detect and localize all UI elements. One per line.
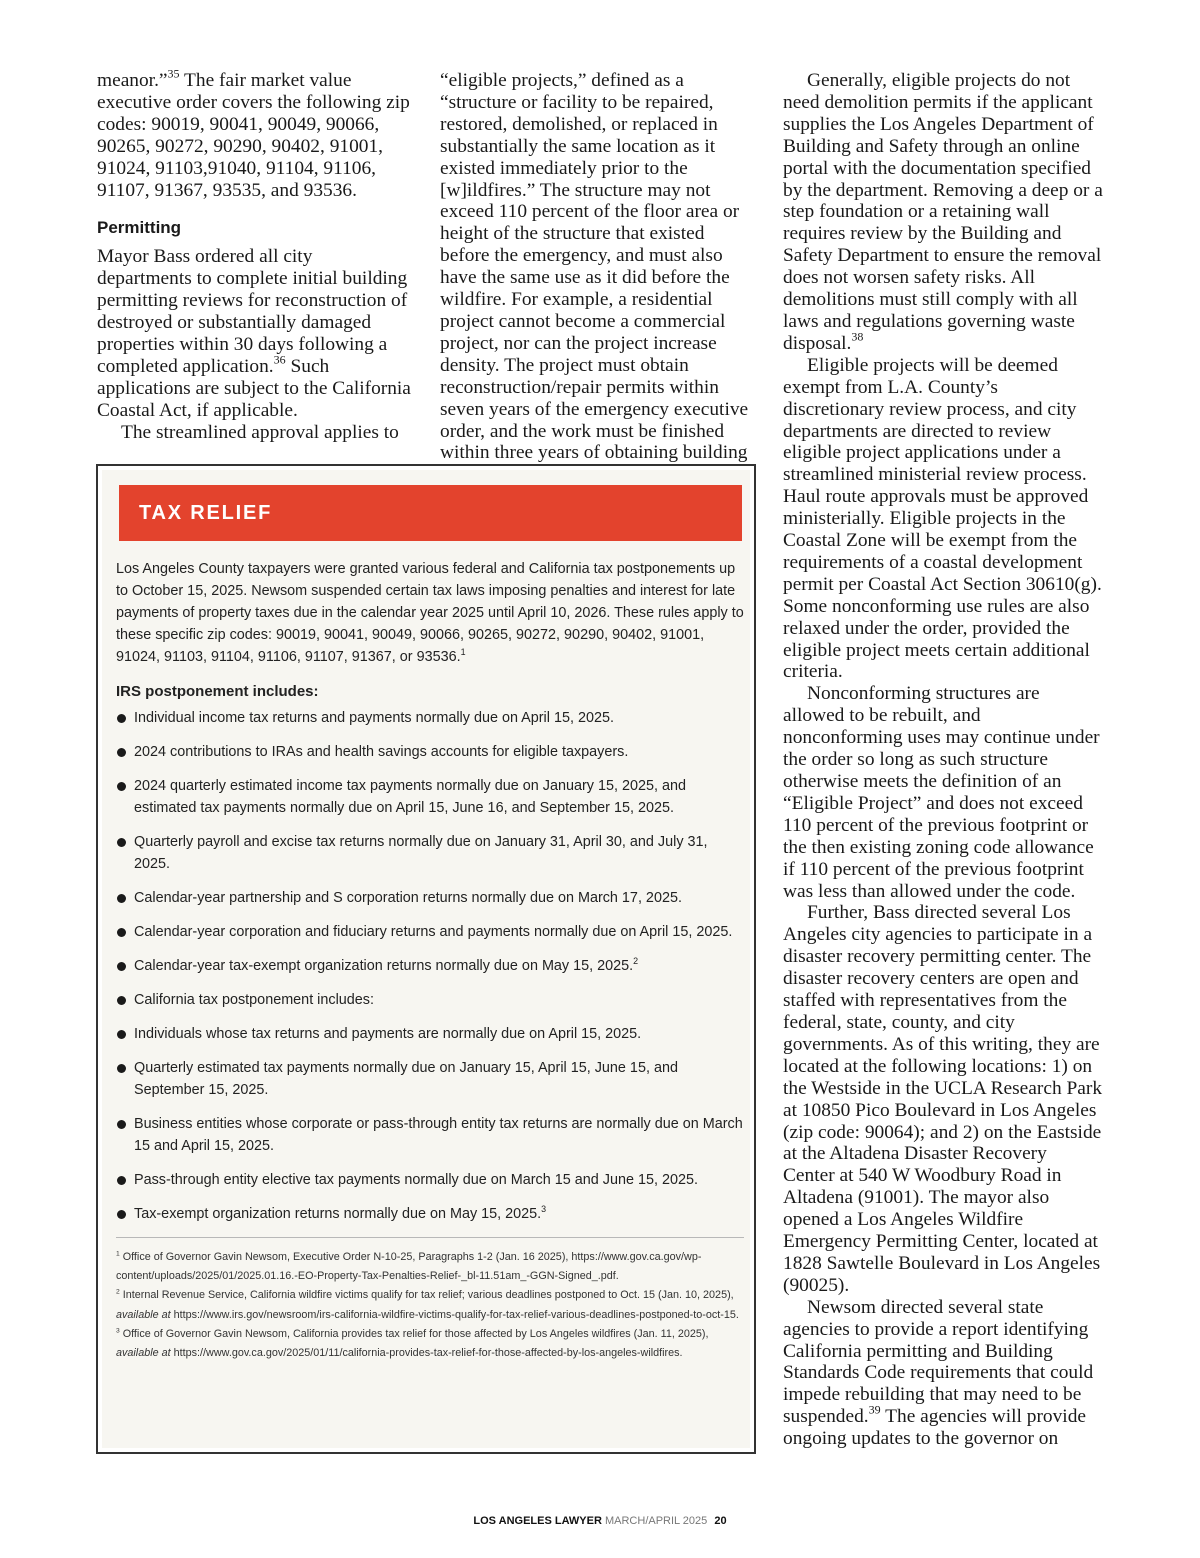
list-item: Pass-through entity elective tax payments normally due on March 15 and June 15, 2025. xyxy=(116,1169,744,1191)
middle-paragraph-1: “eligible projects,” defined as a “structure or facility to be repaired, restored, demolished, or replaced in substantially the same location as it existed immediately prior to the [w]ildfires.” The structure may not exceed 110 percent of the floor area or height of the structure that existed before the emergency, and must also have the same use as it did before the wildfire. For example, a residential project cannot become a commercial project, nor can the project increase density. The project must obtain reconstruction/repair permits within seven years of the emergency executive order, and the work must be finished within three years of obtaining building xyxy=(440,70,757,486)
footnotes-divider xyxy=(116,1237,744,1238)
tax-relief-sidebar xyxy=(96,464,756,1454)
left-paragraph-3: The streamlined approval applies to xyxy=(121,421,399,443)
list-item: Quarterly payroll and excise tax returns normally due on January 31, April 30, and July 31, 2025. xyxy=(116,831,744,875)
irs-postponement-heading: IRS postponement includes: xyxy=(116,683,319,700)
sidebar-title-banner: TAX RELIEF xyxy=(119,485,742,541)
list-item: Calendar-year corporation and fiduciary returns and payments normally due on April 15, 2025. xyxy=(116,921,744,943)
page-number: 20 xyxy=(714,1515,727,1527)
right-paragraph-1: Generally, eligible projects do not need demolition permits if the applicant supplies the Los Angeles Department of Building and Safety through an online portal with the documentation specified by the department. Removing a deep or a step foundation or a retaining wall requires review by the Building and Safety Department to ensure the removal does not worsen safety risks. All demolitions must still comply with all laws and regulations governing waste disposal.$^{38}$ xyxy=(783,70,1103,354)
list-item: Tax-exempt organization returns normally due on May 15, 2025.$^3$ xyxy=(116,1203,744,1225)
left-paragraph-2: Mayor Bass ordered all city departments to complete initial building permitting reviews for reconstruction of destroyed or substantially damaged properties within 30 days following a completed application.$^{36}$ Such applications are subject to the California Coastal Act, if applicable. xyxy=(97,246,411,421)
middle-column xyxy=(440,70,757,486)
left-paragraph-1: meanor.”$^{35}$ The fair market value executive order covers the following zip codes: 90019, 90041, 90049, 90066, 90265, 90272, 90290, 90402, 91001, 91024, 91103,91040, 91104, 91106, 91107, 91367, 93535, and 93536. xyxy=(97,66,410,201)
sidebar-body xyxy=(116,558,744,1363)
list-item: Individual income tax returns and payments normally due on April 15, 2025. xyxy=(116,707,744,729)
list-item: Calendar-year tax-exempt organization returns normally due on May 15, 2025.$^2$ xyxy=(116,955,744,977)
footnote-ref-38[interactable]: 38 xyxy=(851,329,864,344)
sidebar-panel xyxy=(102,470,750,1448)
page-footer xyxy=(0,1514,1200,1528)
right-paragraph-3: Nonconforming structures are allowed to be rebuilt, and nonconforming uses may continue under the order so long as such structure otherwise meets the definition of an “Eligible Project” and does not exceed 110 percent of the previous footprint or the then existing zoning code allowance if 110 percent of the previous footprint was less than allowed under the code. xyxy=(783,683,1100,902)
list-item: Calendar-year partnership and S corporation returns normally due on March 17, 2025. xyxy=(116,887,744,909)
list-item: Quarterly estimated tax payments normally due on January 15, April 15, June 15, and September 15, 2025. xyxy=(116,1057,744,1101)
list-item: California tax postponement includes: xyxy=(116,989,744,1011)
list-item: Individuals whose tax returns and payments are normally due on April 15, 2025. xyxy=(116,1023,744,1045)
footnote-ref-36[interactable]: 36 xyxy=(273,352,286,367)
right-paragraph-2: Eligible projects will be deemed exempt from L.A. County’s discretionary review process, and city departments are directed to review eligible project applications under a streamlined ministerial review process. Haul route approvals must be approved ministerially. Eligible projects in the Coastal Zone will be exempt from the requirements of a coastal development permit per Coastal Act Section 30610(g). Some nonconforming use rules are also relaxed under the order, provided the eligible project meets certain additional criteria. xyxy=(783,354,1102,683)
sidebar-footnote-ref-2[interactable]: 2 xyxy=(633,955,639,966)
postponement-list xyxy=(116,707,744,1225)
sidebar-footnotes xyxy=(116,1248,744,1363)
sidebar-footnote-ref-1[interactable]: 1 xyxy=(460,646,466,657)
publication-name: LOS ANGELES LAWYER xyxy=(473,1515,602,1527)
footnote-1: $^1$ Office of Governor Gavin Newsom, Executive Order N-10-25, Paragraphs 1-2 (Jan. 16 2025), https://www.gov.ca.gov/wp-content/uploads/2025/01/2025.01.16.-EO-Property-Tax-Penalties-Relief-_bl-11.51am_-GGN-Signed_.pdf. xyxy=(116,1250,702,1283)
sidebar-intro: Los Angeles County taxpayers were granted various federal and California tax postponements up to October 15, 2025. Newsom suspended certain tax laws imposing penalties and interest for late payments of property taxes due in the calendar year 2025 until April 10, 2026. These rules apply to these specific zip codes: 90019, 90041, 90049, 90066, 90265, 90272, 90290, 90402, 91001, 91024, 91103, 91104, 91106, 91107, 91367, or 93536.$^1$ xyxy=(116,561,744,665)
issue-date: MARCH/APRIL 2025 xyxy=(604,1515,708,1527)
list-item: 2024 contributions to IRAs and health savings accounts for eligible taxpayers. xyxy=(116,741,744,763)
footnote-3: $^3$ Office of Governor Gavin Newsom, California provides tax relief for those affected by Los Angeles wildfires (Jan. 11, 2025), available at https://www.gov.ca.gov/2025/01/11/california-provides-tax-relief-for-those-affected-by-los-angeles-wildfires. xyxy=(116,1327,709,1360)
list-item: 2024 quarterly estimated income tax payments normally due on January 15, 2025, and estimated tax payments normally due on April 15, June 16, and September 15, 2025. xyxy=(116,775,744,819)
section-heading-permitting: Permitting xyxy=(97,218,182,238)
sidebar-footnote-ref-3[interactable]: 3 xyxy=(541,1203,547,1214)
footnote-ref-39[interactable]: 39 xyxy=(868,1402,881,1417)
right-column xyxy=(783,70,1103,1450)
footnote-ref-35[interactable]: 35 xyxy=(167,66,180,81)
footnote-2: $^2$ Internal Revenue Service, California wildfire victims qualify for tax relief; various deadlines postponed to Oct. 15 (Jan. 10, 2025), available at https://www.irs.gov/newsroom/irs-california-wildfire-victims-qualify-for-tax-relief-various-deadlines-postponed-to-oct-15. xyxy=(116,1288,739,1321)
list-item: Business entities whose corporate or pass-through entity tax returns are normally due on March 15 and April 15, 2025. xyxy=(116,1113,744,1157)
right-paragraph-4: Further, Bass directed several Los Angeles city agencies to participate in a disaster recovery permitting center. The disaster recovery centers are open and staffed with representatives from the federal, state, county, and city governments. As of this writing, they are located at the following locations: 1) on the Westside in the UCLA Research Park at 10850 Pico Boulevard in Los Angeles (zip code: 90064); and 2) on the Eastside at the Altadena Disaster Recovery Center at 540 W Woodbury Road in Altadena (91001). The mayor also opened a Los Angeles Wildfire Emergency Permitting Center, located at 1828 Sawtelle Boulevard in Los Angeles (90025). xyxy=(783,902,1103,1296)
right-paragraph-5: Newsom directed several state agencies to provide a report identifying California permitting and Building Standards Code requirements that could impede rebuilding that may need to be suspended.$^{39}$ The agencies will provide ongoing updates to the governor on xyxy=(783,1296,1094,1450)
left-column xyxy=(97,66,411,444)
